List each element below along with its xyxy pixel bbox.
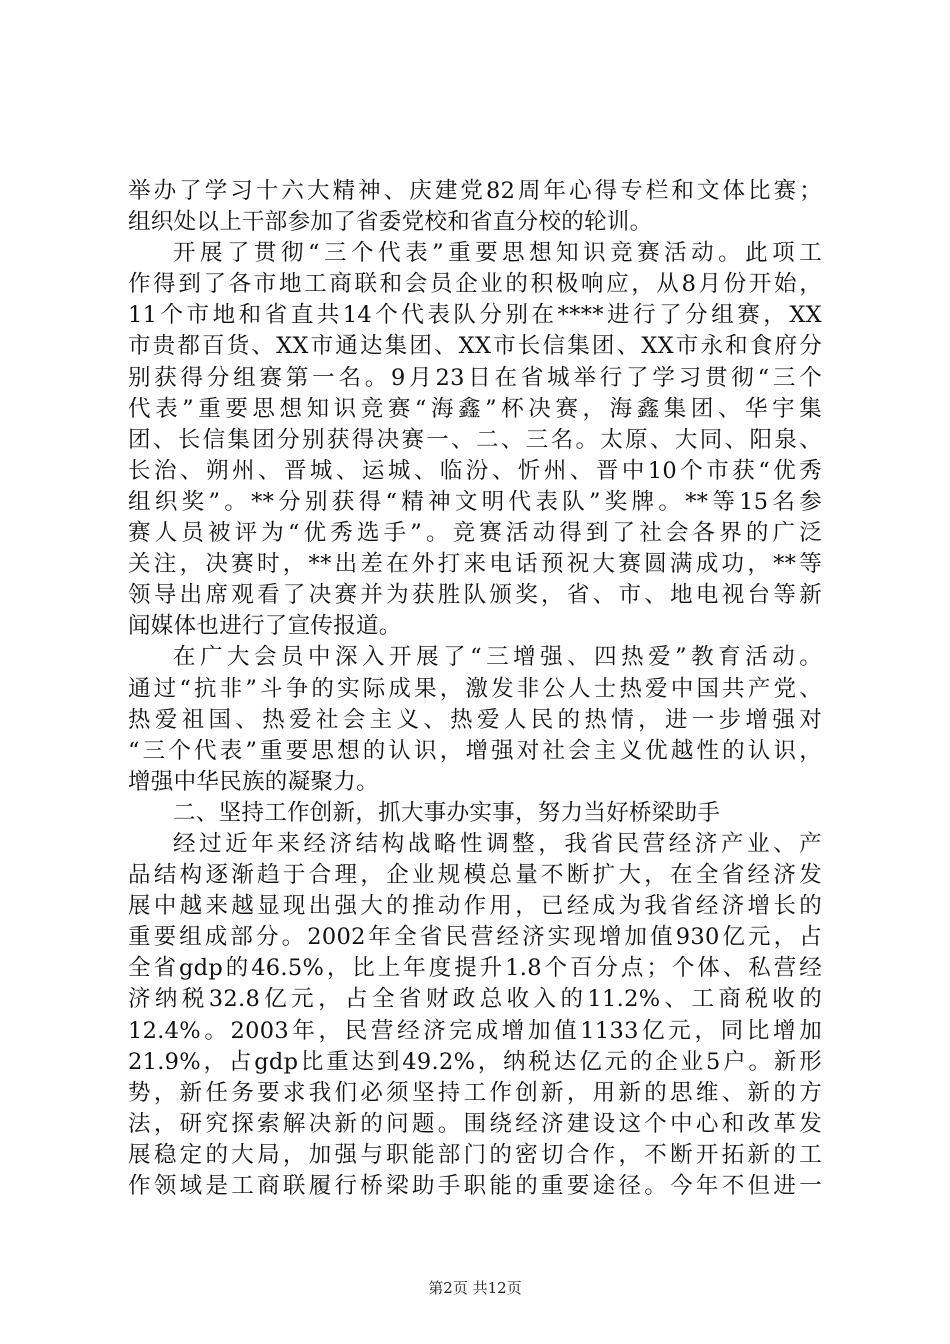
text-line: 组织奖”。**分别获得“精神文明代表队”奖牌。**等15名参 bbox=[128, 488, 822, 515]
text-line: 开展了贯彻“三个代表”重要思想知识竞赛活动。此项工 bbox=[173, 240, 822, 267]
text-line: 赛人员被评为“优秀选手”。竞赛活动得到了社会各界的广泛 bbox=[128, 520, 822, 547]
text-line: 经过近年来经济结构战略性调整，我省民营经济产业、产 bbox=[173, 830, 822, 857]
text-line: 21.9%，占gdp比重达到49.2%，纳税达亿元的企业5户。新形 bbox=[128, 1048, 822, 1075]
text-line: 展中越来越显现出强大的推动作用，已经成为我省经济增长的 bbox=[128, 893, 822, 920]
text-line: 闻媒体也进行了宣传报道。 bbox=[128, 613, 402, 640]
text-line: 作得到了各市地工商联和会员企业的积极响应，从8月份开始， bbox=[128, 271, 822, 298]
text-line: 11个市地和省直共14个代表队分别在****进行了分组赛，XX bbox=[128, 302, 822, 329]
text-line: 团、长信集团分别获得决赛一、二、三名。太原、大同、阳泉、 bbox=[128, 426, 822, 453]
text-line: 法，研究探索解决新的问题。围绕经济建设这个中心和改革发 bbox=[128, 1110, 822, 1137]
text-line: 12.4%。2003年，民营经济完成增加值1133亿元，同比增加 bbox=[128, 1017, 822, 1044]
text-line: 领导出席观看了决赛并为获胜队颁奖，省、市、地电视台等新 bbox=[128, 582, 822, 609]
text-line: 代表”重要思想知识竞赛“海鑫”杯决赛，海鑫集团、华宇集 bbox=[128, 395, 822, 422]
text-line: 重要组成部分。2002年全省民营经济实现增加值930亿元，占 bbox=[128, 924, 822, 951]
text-line: 组织处以上干部参加了省委党校和省直分校的轮训。 bbox=[128, 209, 653, 236]
text-line: 长治、朔州、晋城、运城、临汾、忻州、晋中10个市获“优秀 bbox=[128, 457, 822, 484]
text-line: 别获得分组赛第一名。9月23日在省城举行了学习贯彻“三个 bbox=[128, 364, 822, 391]
text-line: 增强中华民族的凝聚力。 bbox=[128, 768, 379, 795]
text-line: 关注，决赛时，**出差在外打来电话预祝大赛圆满成功，**等 bbox=[128, 551, 822, 578]
text-line: 济纳税32.8亿元，占全省财政总收入的11.2%、工商税收的 bbox=[128, 986, 822, 1013]
text-line: 热爱祖国、热爱社会主义、热爱人民的热情，进一步增强对 bbox=[128, 706, 822, 733]
text-line: 全省gdp的46.5%，比上年度提升1.8个百分点；个体、私营经 bbox=[128, 955, 822, 982]
text-line: 作领域是工商联履行桥梁助手职能的重要途径。今年不但进一 bbox=[128, 1173, 822, 1199]
text-line: 在广大会员中深入开展了“三增强、四热爱”教育活动。 bbox=[173, 644, 822, 671]
document-body bbox=[128, 176, 822, 1202]
page-footer: 第2页 共12页 bbox=[428, 1279, 522, 1297]
text-line: 二、坚持工作创新，抓大事办实事，努力当好桥梁助手 bbox=[173, 799, 721, 826]
text-line: 通过“抗非”斗争的实际成果，激发非公人士热爱中国共产党、 bbox=[128, 675, 822, 702]
text-line: 展稳定的大局，加强与职能部门的密切合作，不断开拓新的工 bbox=[128, 1141, 822, 1168]
text-line: “三个代表”重要思想的认识，增强对社会主义优越性的认识， bbox=[128, 737, 822, 764]
text-line: 举办了学习十六大精神、庆建党82周年心得专栏和文体比赛； bbox=[128, 178, 822, 204]
text-line: 品结构逐渐趋于合理，企业规模总量不断扩大，在全省经济发 bbox=[128, 862, 822, 889]
text-line: 势，新任务要求我们必须坚持工作创新，用新的思维、新的方 bbox=[128, 1079, 822, 1106]
text-line: 市贵都百货、XX市通达集团、XX市长信集团、XX市永和食府分 bbox=[128, 333, 822, 360]
